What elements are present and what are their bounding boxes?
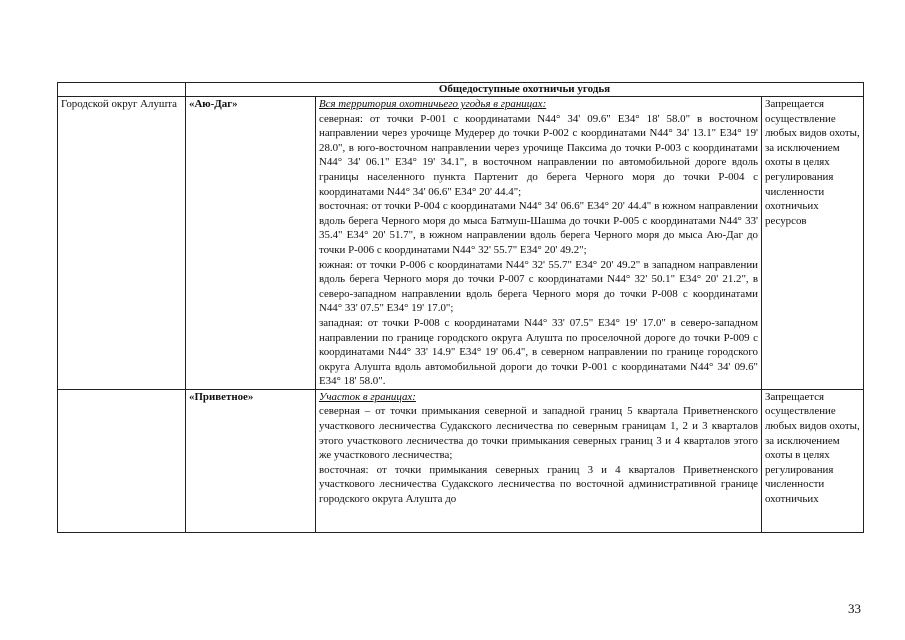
boundary-east: восточная: от точки примыкания северных границ 3 и 4 кварталов Приветненского участкового лесничества Судакского лесничества по восточной административной границе городского округа Алушта до [319, 463, 758, 506]
hunting-grounds-table [57, 82, 864, 533]
boundary-heading: Участок в границах: [319, 390, 416, 403]
boundary-description-cell [316, 97, 762, 390]
boundary-west: западная: от точки Р-008 с координатами N44° 33' 07.5" E34° 19' 17.0" в северо-западном направлении по границе городского округа Алушта по проселочной дороге до точки Р-009 с координатами N44° 33' 14.9" E34° 19' 06.4", в северном направлении по границе городского округа Алушта вдоль автомобильной дороги до точки Р-001 с координатами N44° 34' 09.6" E34° 18' 58.0". [319, 316, 758, 388]
restriction-text: Запрещается осуществление любых видов охоты, за исключением охоты в целях регулирования численности охотничьих [765, 390, 860, 506]
district-cell: Городской округ Алушта [58, 97, 186, 390]
boundary-heading: Вся территория охотничьего угодья в границах: [319, 98, 547, 110]
page-number: 33 [848, 601, 861, 616]
boundary-north: северная: от точки Р-001 с координатами N44° 34' 09.6" E34° 18' 58.0" в восточном направлении через урочище Мудерер до точки Р-002 с координатами N44° 34' 13.1" E34° 19' 28.0", в юго-восточном направлении через урочище Паксима до точки Р-003 с координатами N44° 34' 06.1" E34° 19' 34.1", в восточном направлении по автомобильной дороге вдоль границы населенного пункта Партенит до берега Черного моря до точки Р-004 с координатами N44° 34' 06.6" E34° 20' 44.4"; [319, 112, 758, 198]
table-header-row [58, 83, 864, 97]
table-row [58, 389, 864, 532]
boundary-east: восточная: от точки Р-004 с координатами N44° 34' 06.6" E34° 20' 44.4" в южном направлении вдоль берега Черного моря до мыса Батмуш-Шашма до точки Р-005 с координатами N44° 33' 35.4" E34° 20' 51.7", в южном направлении вдоль берега Черного моря до мыса Аю-Даг до точки Р-006 с координатами N44° 32' 55.7" E34° 20' 49.2"; [319, 200, 758, 256]
district-cell [58, 389, 186, 532]
ground-name-cell: «Приветное» [186, 389, 316, 532]
boundary-description-cell [316, 389, 762, 532]
boundary-north: северная – от точки примыкания северной и западной границ 5 квартала Приветненского участкового лесничества Судакского лесничества по северным границам 1, 2 и 3 кварталов этого участкового лесничества до точки примыкания северных границ 3 и 4 кварталов этого же участкового лесничества; [319, 405, 758, 462]
boundary-south: южная: от точки Р-006 с координатами N44° 32' 55.7" E34° 20' 49.2" в западном направлении вдоль берега Черного моря до точки Р-007 с координатами N44° 32' 50.1" E34° 20' 21.2", в северо-западном направлении вдоль берега Черного моря до точки Р-008 с координатами N44° 33' 07.5" E34° 19' 17.0"; [319, 258, 758, 315]
table-row [58, 97, 864, 390]
table-title: Общедоступные охотничьи угодья [186, 83, 864, 97]
restriction-cell [762, 389, 864, 532]
restriction-cell: Запрещается осуществление любых видов охоты, за исключением охоты в целях регулирования численности охотничьих ресурсов [762, 97, 864, 390]
ground-name-cell: «Аю-Даг» [186, 97, 316, 390]
